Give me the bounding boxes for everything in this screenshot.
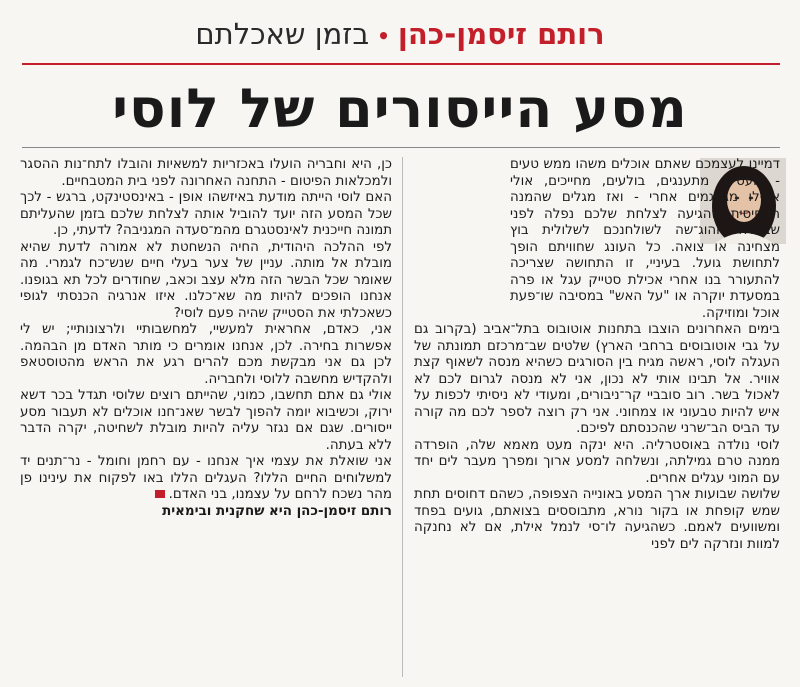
paragraph: כן, היא וחבריה הועלו באכזריות למשאיות והובלו לתח־נות ההסגר ולמכלאות הפיטום - התחנה האחרונה לפני בית המטבחיים. [20,157,392,189]
paragraph: לוסי נולדה באוסטרליה. היא ינקה מעט מאמא שלה, הופרדה ממנה טרם גמילתה, ונשלחה למסע ארוך ומפרך מעבר לים יחד עם המוני עגלים אחרים. [414,437,780,486]
paragraph-text: אני שואלת את עצמי איך אנחנו - עם רחמן וחומל - נר־תנים יד למשלוחים החיים הללו? העגלים הללו באו לפקוח את עינינו פן מהר נשכח לרחם על עצמנו, בני האדם. [20,454,392,502]
column-name: בזמן שאכלתם [195,17,370,51]
header-rule [22,63,780,65]
column-header [0,12,800,58]
end-of-article-mark [155,490,165,498]
paragraph: אולי גם אתם תחשבו, כמוני, שהייתם רוצים שלוסי תגדל בכר דשא ירוק, וכשיבוא יומה להפוך לבשר שאנ־חנו אוכלים לא תעבור מסע ייסורים. שגם אם נגזר עליה להיות מובלת לשחיטה, יקרה הדבר ללא בעתה. [20,388,392,453]
paragraph: לפי ההלכה היהודית, החיה הנשחטת לא אמורה לדעת שהיא מובלת אל מותה. עניין של צער בעלי חיים שנש־כח לגמרי. מה שאומר שכל הבשר הזה מלא עצב וכאב, שחודרים לכל תא בגופנו. אנחנו הופכים להיות מה שא־כלנו. איזו אנרגיה הכנסתי לגופי כשאכלתי את הסטייק שהיה פעם לוסי? [20,239,392,321]
paragraph: דמיינו לעצמכם שאתם אוכלים משהו ממש טעים - לועסים, מתענגים, בולעים, מחייכים, אולי אפילו מגמגמים אחרי - ואז מגלים שהמנה העסיסית שהגיעה לצלחת שלכם נפלה לפני שבושלה והוג־שה לשולחנכם לשלולית בוץ מצחינה או צואה. כל העונג שחוויתם הופך לתחושת גועל. בעיניי, זו התחושה שצריכה להתעורר בנו אחרי אכילת סטייק עגל או פרה במסעדת יוקרה או "על האש" במסיבה שו־פעת אוכל ומוזיקה. [510,157,780,321]
paragraph: האם לוסי הייתה מודעת באיזשהו אופן - באינסטינקט, ברגש - לכך שכל המסע הזה יועד להוביל אותה לצלחת שלכם בזמן שהעליתם תמונה חייכנית לאינסטגרם מהמ־סעדה המגניבה? לדעתי, כן. [20,190,392,238]
header-separator: • [377,24,390,48]
headline: מסע הייסורים של לוסי [112,77,688,140]
article-column-left [20,157,392,520]
article-column-right [414,157,780,553]
paragraph: אני, כאדם, אחראית למעשיי, למחשבותיי ולרצונותיי; יש לי אפשרות בחירה. לכן, אנחנו אומרים כי מותר האדם מן הבהמה. לכן גם אני מבקשת מכם להרים רגע את הראש מהטוסטאפ ולהקדיש מחשבה ללוסי ולחבריה. [20,322,392,387]
headline-rule [22,147,780,148]
paragraph [20,454,392,504]
paragraph: שלושה שבועות ארך המסע באונייה הצפופה, כשהם דחוסים תחת שמש קופחת או בקור נורא, מתבוססים בצואתם, גועים בפחד ומשוועים לאמם. כשהגיעה לו־סי לנמל אילת, אם לא נחנקה למוות ונזרקה לים לפני [414,487,780,552]
paragraph: בימים האחרונים הוצבו בתחנות אוטובוס בתל־אביב (בקרוב גם על גבי אוטובוסים ברחבי הארץ) שלטים שב־מרכזם תמונתה של העגלה לוסי, ראשה מגיח בין הסורגים כשהיא מנסה לשאוף קצת אוויר. אל תבינו אותי לא נכון, אני לא מנסה לגרום לכם לא לאכול בשר. רוב סובביי קר־ניבורים, ומעודי לא ניסיתי לכפות על איש להיות טבעוני או צמחוני. אני רק רוצה לספר לכם מה קורה עד הביס הב־שרני שהכנסתם לפיכם. [414,322,780,436]
author-name: רותם זיסמן-כהן [397,17,605,51]
column-divider [402,157,403,677]
author-bio: רותם זיסמן-כהן היא שחקנית ובימאית [162,503,392,519]
